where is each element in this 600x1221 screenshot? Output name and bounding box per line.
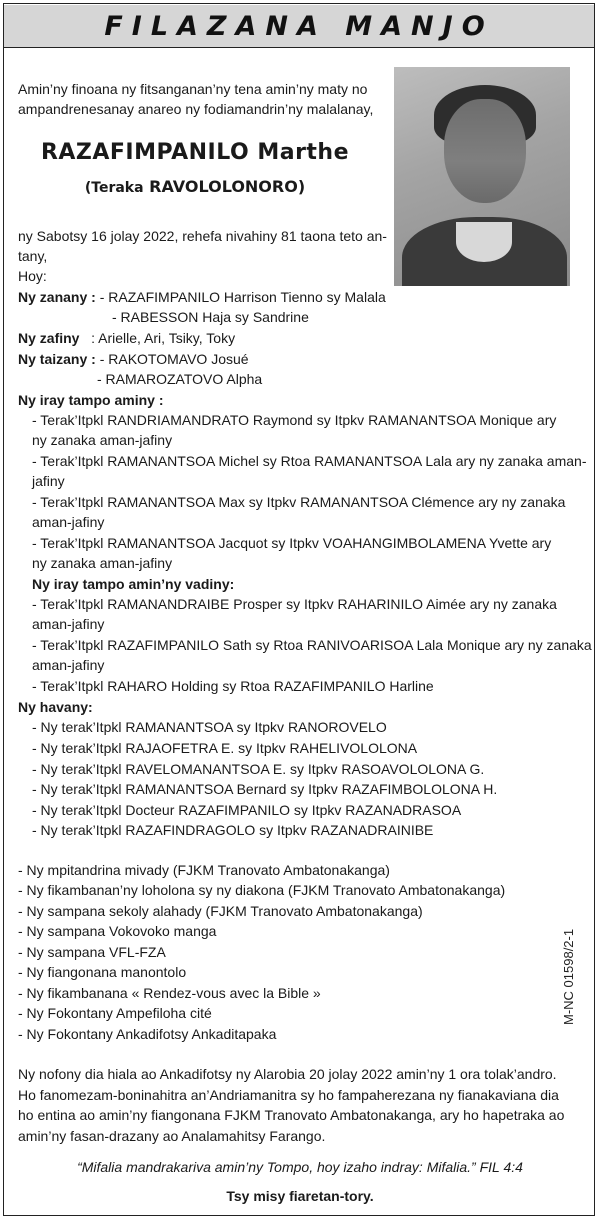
closing-line: Tsy misy fiaretan-tory.: [226, 1188, 374, 1204]
funeral-line-1: Ny nofony dia hiala ao Ankadifotsy ny Alarobia 20 jolay 2022 amin’ny 1 ora tolak’andro.: [18, 1066, 557, 1082]
havany-6: - Ny terak’Itpkl RAZAFINDRAGOLO sy Itpkv RAZANADRAINIBE: [32, 822, 434, 838]
group-3: - Ny sampana sekoly alahady (FJKM Tranovato Ambatonakanga): [18, 903, 423, 919]
deceased-portrait: [394, 67, 570, 286]
notice-title: FILAZANA MANJO: [104, 10, 494, 42]
death-line-3: Hoy:: [18, 268, 47, 284]
group-2: - Ny fikambanan’ny loholona sy ny diakona (FJKM Tranovato Ambatonakanga): [18, 882, 506, 898]
havany-5: - Ny terak’Itpkl Docteur RAZAFIMPANILO sy Itpkv RAZANADRASOA: [32, 802, 462, 818]
group-6: - Ny fiangonana manontolo: [18, 964, 187, 980]
intro-line-1: Amin’ny finoana ny fitsanganan’ny tena amin’ny maty no: [18, 81, 368, 97]
group-5: - Ny sampana VFL-FZA: [18, 944, 166, 960]
group-9: - Ny Fokontany Ankadifotsy Ankaditapaka: [18, 1026, 277, 1042]
group-1: - Ny mpitandrina mivady (FJKM Tranovato Ambatonakanga): [18, 862, 390, 878]
vady-3: - Terak’Itpkl RAHARO Holding sy Rtoa RAZAFIMPANILO Harline: [32, 678, 434, 694]
death-line-1: ny Sabotsy 16 jolay 2022, rehefa nivahiny 81 taona teto an-: [18, 228, 387, 244]
deceased-name: RAZAFIMPANILO Marthe: [40, 140, 350, 165]
zafiny-row: Ny zafiny : Arielle, Ari, Tsiky, Toky: [18, 330, 236, 346]
vady-label: Ny iray tampo amin’ny vadiny:: [32, 576, 235, 592]
taizany-2: - RAMAROZATOVO Alpha: [97, 371, 263, 387]
iray-3a: - Terak’Itpkl RAMANANTSOA Max sy Itpkv RAMANANTSOA Clémence ary ny zanaka: [32, 494, 566, 510]
funeral-line-4: amin’ny fasan-drazany ao Analamahitsy Farango.: [18, 1128, 326, 1144]
taizany-row: Ny taizany : - RAKOTOMAVO Josué: [18, 351, 249, 367]
deceased-birth-name: (Teraka RAVOLOLONORO): [84, 177, 306, 196]
iray-4b: ny zanaka aman-jafiny: [32, 555, 173, 571]
iray-2a: - Terak’Itpkl RAMANANTSOA Michel sy Rtoa RAMANANTSOA Lala ary ny zanaka aman-: [32, 453, 587, 469]
group-7: - Ny fikambanana « Rendez-vous avec la Bible »: [18, 985, 321, 1001]
havany-4: - Ny terak’Itpkl RAMANANTSOA Bernard sy Itpkv RAZAFIMBOLOLONA H.: [32, 781, 498, 797]
funeral-line-3: ho entina ao amin’ny fiangonana FJKM Tranovato Ambatonakanga, ary ho hapetraka ao: [18, 1107, 565, 1123]
iray-4a: - Terak’Itpkl RAMANANTSOA Jacquot sy Itpkv VOAHANGIMBOLAMENA Yvette ary: [32, 535, 552, 551]
intro-line-2: ampandrenesanay anareo ny fodiamandrin’ny malalanay,: [18, 101, 374, 117]
havany-1: - Ny terak’Itpkl RAMANANTSOA sy Itpkv RANOROVELO: [32, 719, 387, 735]
vady-2a: - Terak’Itpkl RAZAFIMPANILO Sath sy Rtoa RANIVOARISOA Lala Monique ary ny zanaka: [32, 637, 592, 653]
iray-3b: aman-jafiny: [32, 514, 105, 530]
havany-2: - Ny terak’Itpkl RAJAOFETRA E. sy Itpkv RAHELIVOLOLONA: [32, 740, 418, 756]
funeral-line-2: Ho fanomezam-boninahitra an’Andriamanitra sy ho fampaherezana ny fianakaviana dia: [18, 1087, 559, 1103]
havany-label: Ny havany:: [18, 699, 93, 715]
zanany-2: - RABESSON Haja sy Sandrine: [112, 309, 309, 325]
group-8: - Ny Fokontany Ampefiloha cité: [18, 1005, 212, 1021]
vady-1a: - Terak’Itpkl RAMANANDRAIBE Prosper sy Itpkv RAHARINILO Aimée ary ny zanaka: [32, 596, 557, 612]
bible-verse: “Mifalia mandrakariva amin’ny Tompo, hoy izaho indray: Mifalia.” FIL 4:4: [77, 1159, 523, 1175]
group-4: - Ny sampana Vokovoko manga: [18, 923, 217, 939]
death-line-2: tany,: [18, 248, 48, 264]
zanany-row: Ny zanany : - RAZAFIMPANILO Harrison Tienno sy Malala: [18, 289, 386, 305]
vady-2b: aman-jafiny: [32, 657, 105, 673]
notice-header: [4, 5, 594, 48]
vady-1b: aman-jafiny: [32, 616, 105, 632]
iray-1b: ny zanaka aman-jafiny: [32, 432, 173, 448]
iray-2b: jafiny: [32, 473, 65, 489]
iray-1a: - Terak’Itpkl RANDRIAMANDRATO Raymond sy Itpkv RAMANANTSOA Monique ary: [32, 412, 557, 428]
reference-code: M-NC 01598/2-1: [561, 928, 576, 1025]
havany-3: - Ny terak’Itpkl RAVELOMANANTSOA E. sy Itpkv RASOAVOLOLONA G.: [32, 761, 485, 777]
iray-label: Ny iray tampo aminy :: [18, 392, 164, 408]
